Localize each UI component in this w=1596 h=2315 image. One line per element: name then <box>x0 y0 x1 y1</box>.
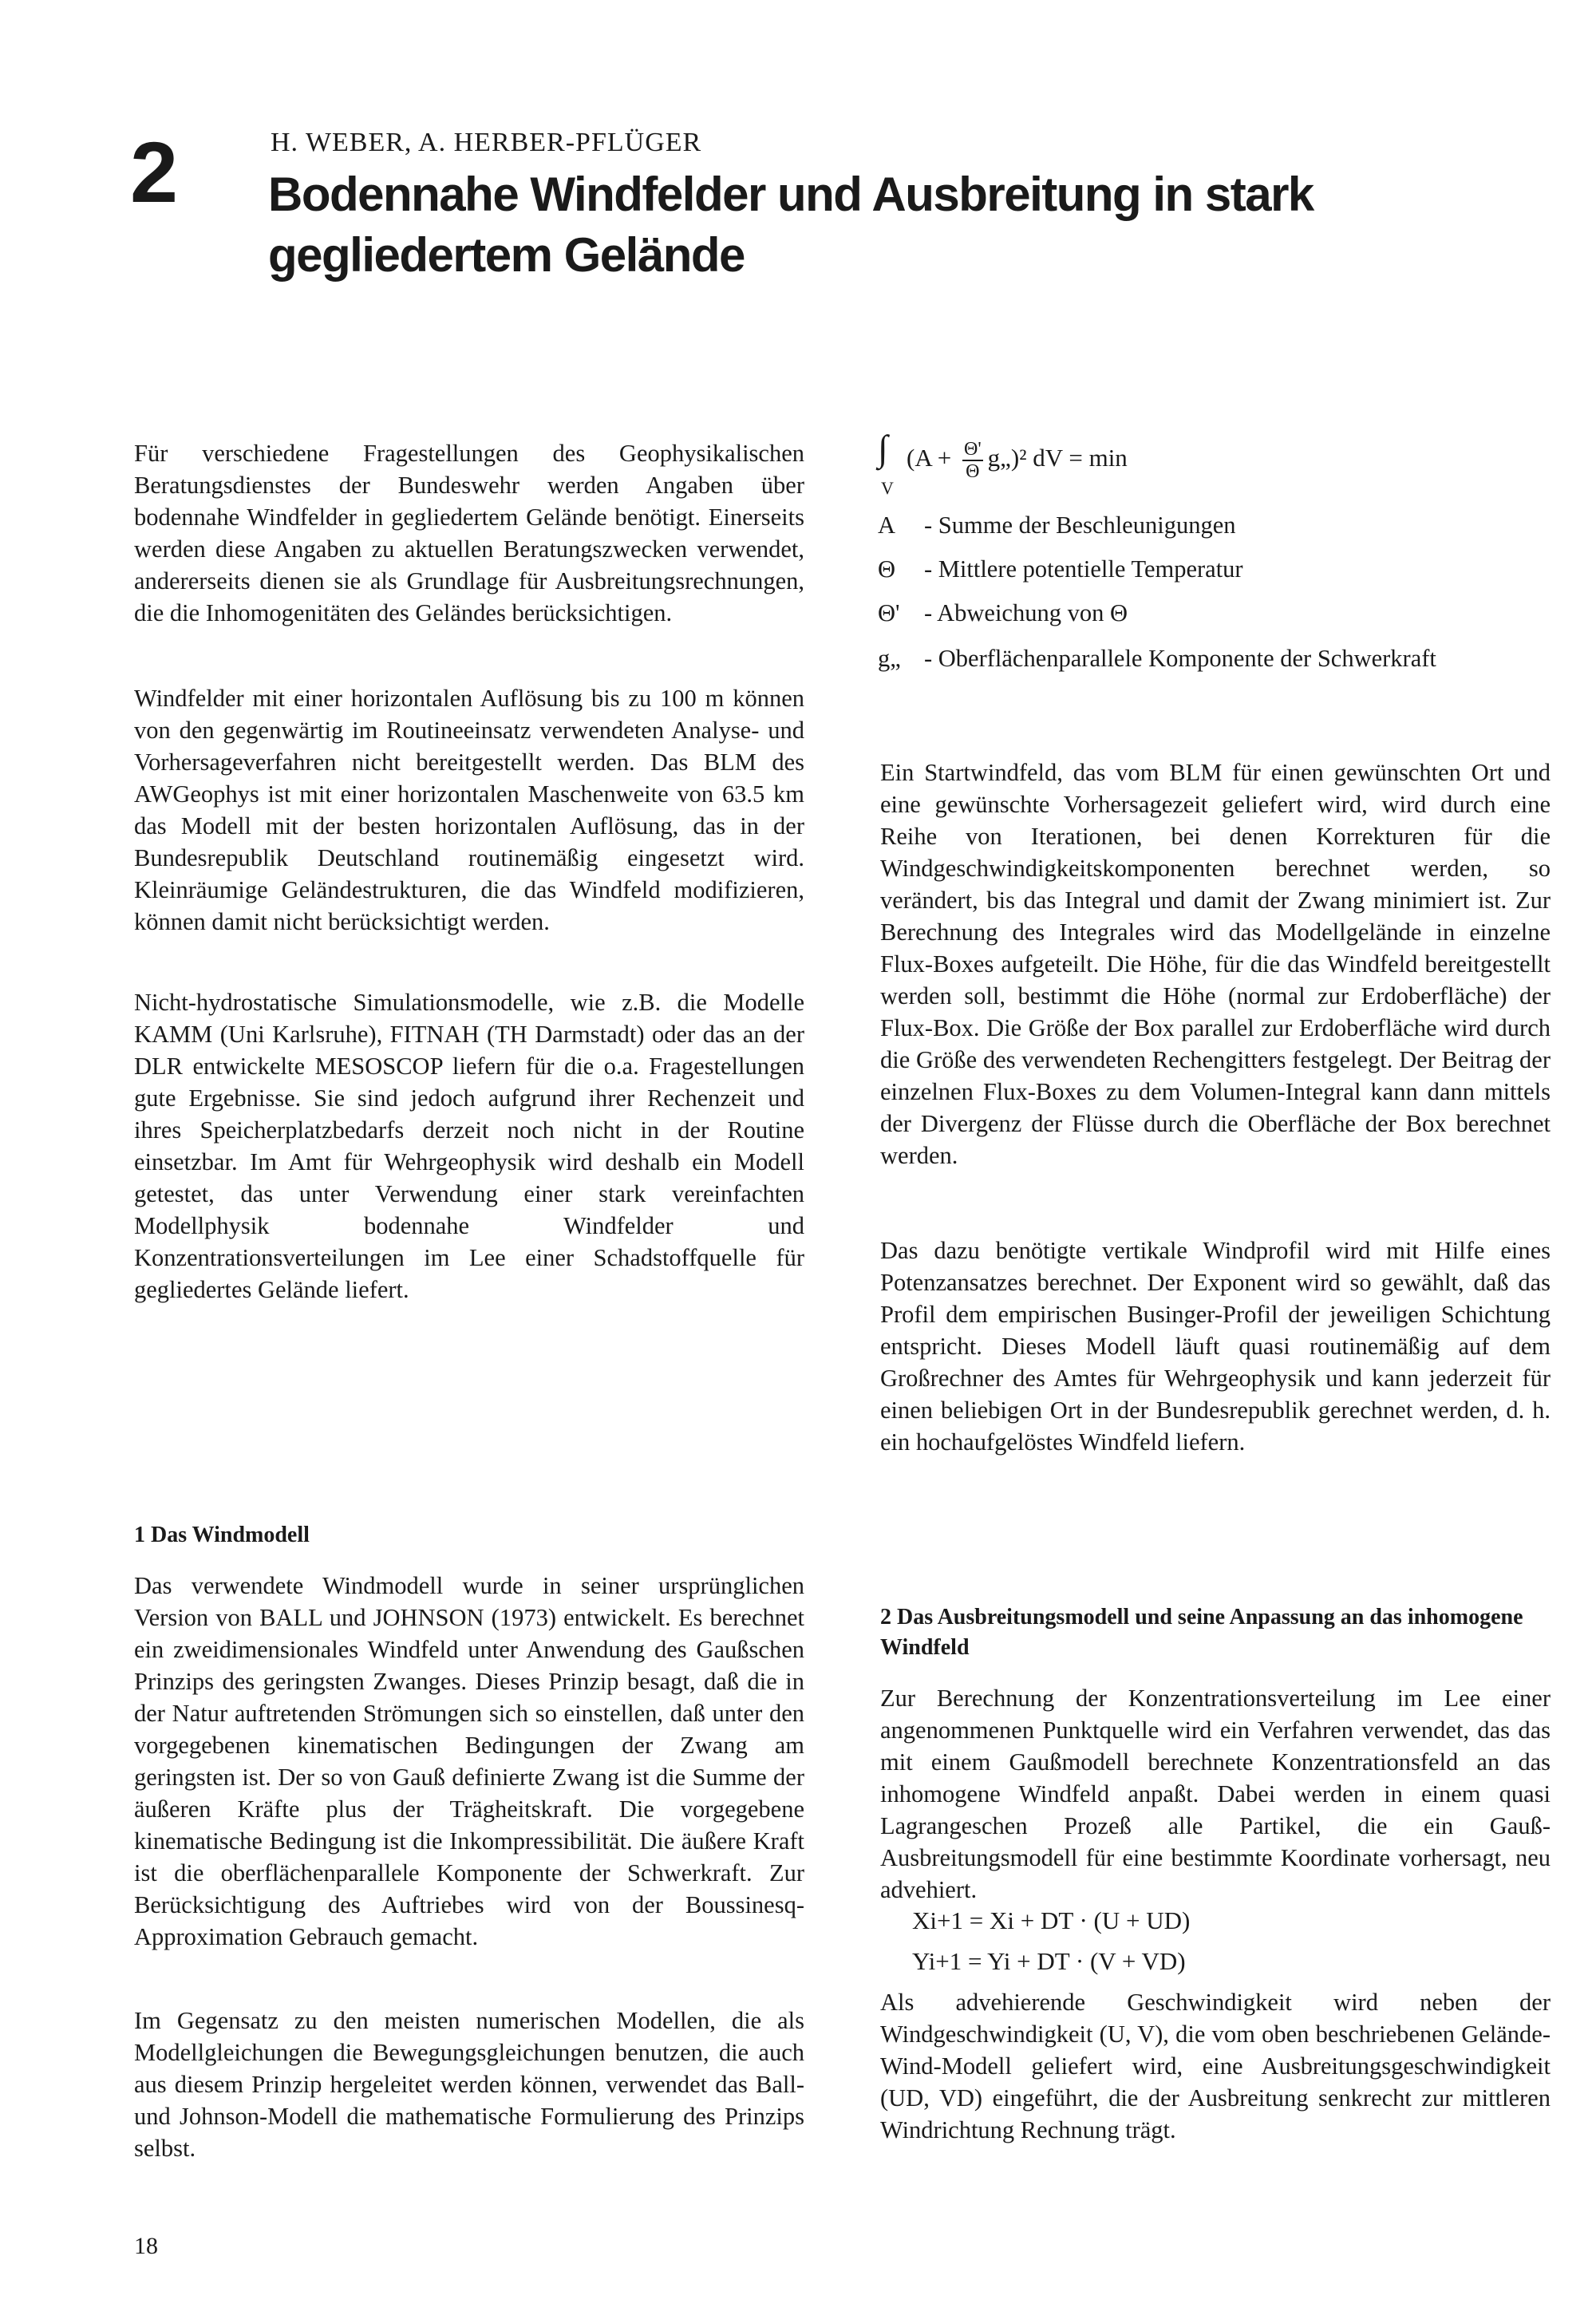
chapter-number: 2 <box>130 124 179 220</box>
fraction <box>962 439 983 482</box>
integral-lower-bound: V <box>881 478 894 498</box>
legend-text: - Abweichung von Θ <box>924 599 1128 626</box>
fraction-numerator: Θ' <box>963 439 982 460</box>
legend-symbol: g„ <box>878 645 901 672</box>
formula-integral <box>878 428 1548 501</box>
legend-row <box>878 509 1235 541</box>
page-title: Bodennahe Windfelder und Ausbreitung in stark gegliedertem Gelände <box>268 168 1314 282</box>
left-paragraph-2: Windfelder mit einer horizontalen Auflösung bis zu 100 m können von den gegenwärtig im Routineeinsatz verwendeten Analyse- und Vorhersageverfahren nicht bereitgestellt werden. Das BLM des AWGeophys ist mit einer horizontalen Maschenweite von 63.5 km das Modell mit der besten horizontalen Auflösung, das in der Bundesrepublik Deutschland routinemäßig eingesetzt wird. Kleinräumige Geländestrukturen, die das Windfeld modifizieren, können damit nicht berücksichtigt werden. <box>134 685 804 935</box>
integral-body <box>907 439 1128 482</box>
fraction-denominator: Θ <box>966 461 980 482</box>
legend-symbol: A <box>878 512 896 539</box>
authors: H. WEBER, A. HERBER-PFLÜGER <box>271 128 702 157</box>
integral-open: (A + <box>907 444 958 472</box>
integral-sign: ∫ <box>878 428 888 468</box>
right-paragraph-1: Ein Startwindfeld, das vom BLM für einen gewünschten Ort und eine gewünschte Vorhersagezeit geliefert wird, wird durch eine Reihe von Iterationen, bei denen Korrekturen für die Windgeschwindigkeitskomponenten berechnet werden, so verändert, bis das Integral und damit der Zwang minimiert ist. Zur Berechnung des Integrales wird das Modellgelände in einzelne Flux-Boxes aufgeteilt. Die Höhe, für die das Windfeld bereitgestellt werden soll, bestimmt die Höhe (normal zur Erdoberfläche) der Flux-Box. Die Größe der Box parallel zur Erdoberfläche wird durch die Größe des verwendeten Rechengitters festgelegt. Der Beitrag der einzelnen Flux-Boxes zu dem Volumen-Integral kann dann mittels der Divergenz der Flüsse durch die Oberfläche der Box berechnet werden. <box>880 759 1551 1169</box>
left-paragraph-4: Das verwendete Windmodell wurde in seiner ursprünglichen Version von BALL und JOHNSON (1973) entwickelt. Es berechnet ein zweidimensionales Windfeld unter Anwendung des Gaußschen Prinzips des geringsten Zwanges. Dieses Prinzip besagt, daß die in der Natur auftretenden Strömungen sich so einstellen, daß unter den vorgegebenen kinematischen Bedingungen der Zwang am geringsten ist. Der so von Gauß definierte Zwang ist die Summe der äußeren Kräfte plus der Trägheitskraft. Die vorgegebene kinematische Bedingung ist die Inkompressibilität. Die äußere Kraft ist die oberflächenparallele Komponente der Schwerkraft. Zur Berücksichtigung des Auftriebes wird von der Boussinesq-Approximation Gebrauch gemacht. <box>134 1572 804 1950</box>
left-paragraph-1: Für verschiedene Fragestellungen des Geophysikalischen Beratungsdienstes der Bundeswehr werden Angaben über bodennahe Windfelder in gegliedertem Gelände benötigt. Einerseits werden diese Angaben zu aktuellen Beratungszwecken verwendet, andererseits dienen sie als Grundlage für Ausbreitungsrechnungen, die die Inhomogenitäten des Geländes berücksichtigen. <box>134 440 804 626</box>
integral-rest: g„)² dV = min <box>987 444 1128 472</box>
legend-row <box>878 642 1436 674</box>
section-heading-1: 1 Das Windmodell <box>134 1523 310 1547</box>
page-number: 18 <box>134 2233 158 2259</box>
legend-text: - Mittlere potentielle Temperatur <box>924 555 1243 583</box>
legend-text: - Summe der Beschleunigungen <box>924 512 1236 539</box>
legend-text: - Oberflächenparallele Komponente der Schwerkraft <box>924 645 1436 672</box>
right-paragraph-3: Zur Berechnung der Konzentrationsverteilung im Lee einer angenommenen Punktquelle wird ein Verfahren verwendet, das das mit einem Gaußmodell berechnete Konzentrationsfeld an das inhomogene Windfeld anpaßt. Dabei werden in einem quasi Lagrangeschen Prozeß alle Partikel, die ein Gauß-Ausbreitungsmodell für eine bestimmte Koordinate vorhersagt, neu advehiert. <box>880 1685 1551 1903</box>
legend-symbol: Θ <box>878 555 896 583</box>
section-heading-2: 2 Das Ausbreitungsmodell und seine Anpassung an das inhomogene Windfeld <box>880 1605 1523 1660</box>
right-paragraph-2: Das dazu benötigte vertikale Windprofil wird mit Hilfe eines Potenzansatzes berechnet. Der Exponent wird so gewählt, daß das Profil dem empirischen Businger-Profil der jeweiligen Schichtung entspricht. Dieses Modell läuft quasi routinemäßig auf dem Großrechner des Amtes für Wehrgeophysik und kann jederzeit für einen beliebigen Ort in der Bundesrepublik gerechnet werden, d. h. ein hochaufgelöstes Windfeld liefern. <box>880 1237 1551 1456</box>
equation-y: Yi+1 = Yi + DT · (V + VD) <box>912 1947 1186 1975</box>
left-paragraph-5: Im Gegensatz zu den meisten numerischen Modellen, die als Modellgleichungen die Bewegungsgleichungen benutzen, die auch aus diesem Prinzip hergeleitet werden können, verwendet das Ball- und Johnson-Modell die mathematische Formulierung des Prinzips selbst. <box>134 2007 804 2162</box>
legend-row <box>878 553 1243 585</box>
legend-row <box>878 597 1128 629</box>
left-paragraph-3: Nicht-hydrostatische Simulationsmodelle, wie z.B. die Modelle KAMM (Uni Karlsruhe), FITNAH (TH Darmstadt) oder das an der DLR entwickelte MESOSCOP liefern für die o.a. Fragestellungen gute Ergebnisse. Sie sind jedoch aufgrund ihrer Rechenzeit und ihres Speicherplatzbedarfs derzeit noch nicht in der Routine einsetzbar. Im Amt für Wehrgeophysik wird deshalb ein Modell getestet, das unter Verwendung einer stark vereinfachten Modellphysik bodennahe Windfelder und Konzentrationsverteilungen im Lee einer Schadstoffquelle für gegliedertes Gelände liefert. <box>134 989 804 1303</box>
equation-x: Xi+1 = Xi + DT · (U + UD) <box>912 1906 1191 1934</box>
legend-symbol: Θ' <box>878 599 900 626</box>
right-paragraph-4: Als advehierende Geschwindigkeit wird neben der Windgeschwindigkeit (U, V), die vom oben beschriebenen Gelände-Wind-Modell geliefert wird, eine Ausbreitungsgeschwindigkeit (UD, VD) eingeführt, die der Ausbreitung senkrecht zur mittleren Windrichtung Rechnung trägt. <box>880 1989 1551 2143</box>
